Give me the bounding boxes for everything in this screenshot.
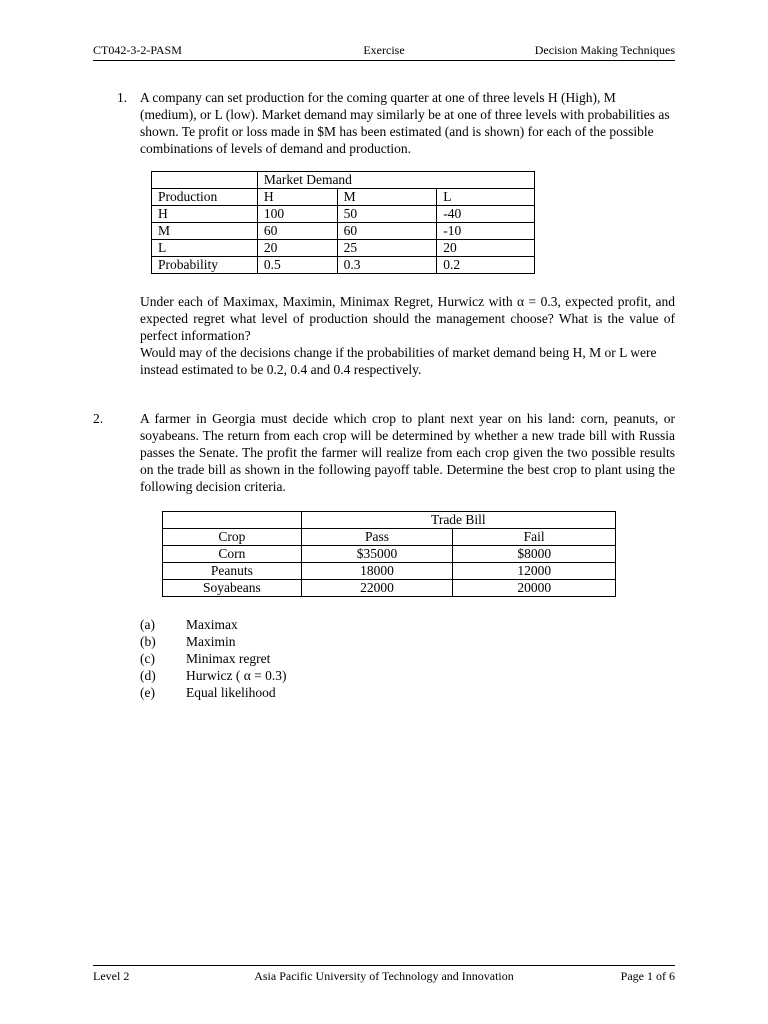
crop-header: Crop <box>163 529 302 546</box>
table-cell: 22000 <box>301 580 453 597</box>
list-item <box>140 633 440 650</box>
decision-criteria-list <box>140 616 440 701</box>
question-1-number: 1. <box>117 90 128 105</box>
table-cell: 25 <box>337 240 437 257</box>
question-1-intro: A company can set production for the coming quarter at one of three levels H (High), M (medium), or L (low). Market demand may similarly be at one of three levels with probabilities as shown. Te profit or loss made in $M has been estimated (and is shown) for each of the possible combinations of levels of demand and production. <box>140 90 670 156</box>
table-cell-empty <box>163 512 302 529</box>
page-header <box>93 42 675 61</box>
column-header: M <box>337 189 437 206</box>
table-cell: -10 <box>437 223 535 240</box>
row-label: H <box>152 206 258 223</box>
option-key: (d) <box>140 668 156 683</box>
column-header: L <box>437 189 535 206</box>
market-demand-header: Market Demand <box>257 172 534 189</box>
row-label: Corn <box>163 546 302 563</box>
list-item <box>140 684 440 701</box>
table-cell: 12000 <box>453 563 616 580</box>
header-center: Exercise <box>363 43 405 57</box>
column-header: H <box>257 189 337 206</box>
question-2-number: 2. <box>93 411 104 426</box>
list-item <box>140 667 440 684</box>
option-key: (b) <box>140 634 156 649</box>
table-cell: 60 <box>257 223 337 240</box>
option-text: Maximax <box>186 617 238 632</box>
option-key: (e) <box>140 685 155 700</box>
footer-right: Page 1 of 6 <box>620 969 675 983</box>
table-cell: 20 <box>437 240 535 257</box>
list-item <box>140 650 440 667</box>
table-row <box>152 240 535 257</box>
table-cell: -40 <box>437 206 535 223</box>
row-label: L <box>152 240 258 257</box>
table-cell: $8000 <box>453 546 616 563</box>
list-item <box>140 616 440 633</box>
table-cell-empty <box>152 172 258 189</box>
production-header: Production <box>152 189 258 206</box>
table-cell: 100 <box>257 206 337 223</box>
table-row <box>152 223 535 240</box>
trade-bill-table <box>162 511 616 597</box>
option-key: (a) <box>140 617 155 632</box>
table-cell: 60 <box>337 223 437 240</box>
table-cell: 20000 <box>453 580 616 597</box>
row-label: Peanuts <box>163 563 302 580</box>
option-key: (c) <box>140 651 155 666</box>
table-cell: 0.2 <box>437 257 535 274</box>
question-1-prompt: Under each of Maximax, Maximin, Minimax Regret, Hurwicz with α = 0.3, expected profit, and expected regret what level of production should the management choose? What is the value of perfect information? <box>140 294 675 343</box>
option-text: Equal likelihood <box>186 685 276 700</box>
table-cell: 18000 <box>301 563 453 580</box>
trade-bill-header: Trade Bill <box>301 512 615 529</box>
footer-left: Level 2 <box>93 969 130 983</box>
row-label: Probability <box>152 257 258 274</box>
page-footer <box>93 965 675 984</box>
table-cell: 20 <box>257 240 337 257</box>
footer-center: Asia Pacific University of Technology and Innovation <box>254 969 514 983</box>
table-cell: 0.3 <box>337 257 437 274</box>
row-label: M <box>152 223 258 240</box>
market-demand-table <box>151 171 535 274</box>
row-label: Soyabeans <box>163 580 302 597</box>
table-row <box>163 563 616 580</box>
table-cell: $35000 <box>301 546 453 563</box>
option-text: Maximin <box>186 634 236 649</box>
option-text: Hurwicz ( α = 0.3) <box>186 668 287 683</box>
option-text: Minimax regret <box>186 651 271 666</box>
column-header: Fail <box>453 529 616 546</box>
table-cell: 0.5 <box>257 257 337 274</box>
question-2-intro: A farmer in Georgia must decide which crop to plant next year on his land: corn, peanuts, or soyabeans. The return from each crop will be determined by whether a new trade bill with Russia passes the Senate. The profit the farmer will realize from each crop given the two possible results on the trade bill as shown in the following payoff table. Determine the best crop to plant using the following decision criteria. <box>140 411 675 494</box>
table-row <box>152 257 535 274</box>
table-row <box>152 206 535 223</box>
table-row <box>163 580 616 597</box>
header-right: Decision Making Techniques <box>534 43 675 57</box>
table-cell: 50 <box>337 206 437 223</box>
header-left: CT042-3-2-PASM <box>93 43 182 57</box>
table-row <box>163 546 616 563</box>
question-1-followup: Would may of the decisions change if the probabilities of market demand being H, M or L were instead estimated to be 0.2, 0.4 and 0.4 respectively. <box>140 345 657 377</box>
column-header: Pass <box>301 529 453 546</box>
